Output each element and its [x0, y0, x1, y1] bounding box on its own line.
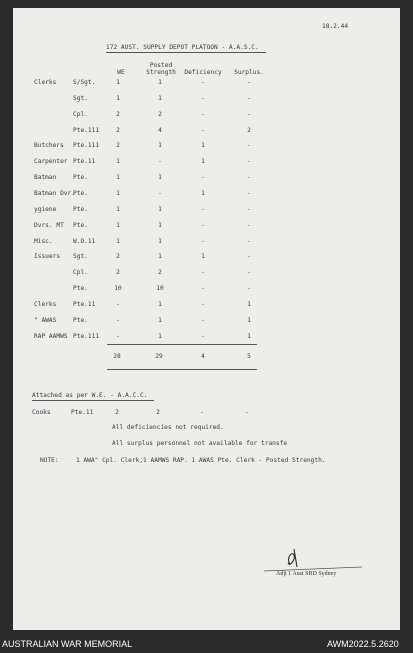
row-surplus: 2 [247, 126, 251, 134]
row-rank: W.O.11 [73, 237, 96, 245]
row-posted: 1 [158, 332, 162, 340]
row-rank: Pte.111 [73, 332, 100, 340]
row-we: - [116, 332, 120, 340]
row-role: Butchers [34, 142, 64, 150]
note-deficiencies: All deficiencies not required. [112, 424, 224, 431]
row-deficiency: - [201, 300, 205, 308]
row-role: " AWAS [34, 316, 57, 324]
row-surplus: - [247, 79, 251, 86]
row-role: Clerks [34, 79, 57, 86]
attached-role: Cooks [32, 409, 51, 416]
row-role: RAP AAMWS [34, 332, 68, 340]
row-deficiency: 1 [201, 189, 205, 197]
col-header-deficiency: Deficiency [184, 69, 222, 76]
row-role: Batman [34, 174, 57, 182]
total-surplus: 5 [247, 353, 251, 360]
row-deficiency: - [201, 221, 205, 229]
total-we: 28 [113, 353, 121, 360]
row-deficiency: - [201, 205, 205, 213]
row-surplus: - [247, 269, 251, 277]
row-surplus: 1 [247, 300, 251, 308]
row-surplus: 1 [247, 332, 251, 340]
note-text: 1 AWA" Cpl. Clerk,1 AAMWS RAP. 1 AWAS Pte. Clerk - Posted Strength. [76, 457, 326, 464]
row-role: Batman Dvr. [34, 189, 75, 197]
row-role: Misc. [34, 237, 53, 245]
row-role: Dvrs. MT [34, 221, 64, 229]
total-posted: 29 [155, 353, 163, 360]
row-deficiency: - [201, 332, 205, 340]
row-role: Clerks [34, 300, 57, 308]
attached-posted: 2 [156, 409, 160, 416]
row-surplus: - [247, 237, 251, 245]
footer-institution: AUSTRALIAN WAR MEMORIAL [2, 639, 133, 649]
row-posted: 4 [158, 126, 162, 134]
row-rank: Sgt. [73, 253, 88, 261]
col-header-posted-strength: Posted Strength [146, 62, 176, 77]
row-posted: 2 [158, 110, 162, 118]
row-posted: 2 [158, 269, 162, 277]
row-role: Issuers [34, 253, 61, 261]
row-posted: 1 [158, 205, 162, 213]
row-role: Carpenter [34, 158, 68, 166]
row-rank: Pte. [73, 205, 88, 213]
row-surplus: - [247, 253, 251, 261]
signature-caption: Adjt 1 Aust SRD Sydney [276, 571, 337, 577]
row-posted: 1 [158, 316, 162, 324]
row-deficiency: - [201, 269, 205, 277]
row-we: 1 [116, 174, 120, 182]
title-underline [106, 52, 266, 53]
row-rank: Pte. [73, 285, 88, 293]
row-we: 1 [116, 205, 120, 213]
row-deficiency: - [201, 94, 205, 102]
row-we: - [116, 300, 120, 308]
document-date: 18.2.44 [322, 23, 349, 30]
row-posted: 1 [158, 221, 162, 229]
row-surplus: - [247, 110, 251, 118]
footer-accession-number: AWM2022.5.2620 [327, 639, 399, 649]
row-rank: Cpl. [73, 110, 88, 118]
row-surplus: - [247, 189, 251, 197]
row-deficiency: - [201, 316, 205, 324]
row-we: - [116, 316, 120, 324]
row-we: 2 [116, 269, 120, 277]
col-header-surplus: Surplus. [234, 69, 264, 76]
row-deficiency: 1 [201, 253, 205, 261]
total-deficiency: 4 [201, 353, 205, 360]
row-we: 2 [116, 126, 120, 134]
attached-rank: Pte.11 [71, 409, 94, 416]
attached-underline [32, 400, 154, 401]
row-posted: 1 [158, 142, 162, 150]
row-we: 1 [116, 158, 120, 166]
attached-surplus: - [245, 409, 249, 416]
totals-rule-bottom [107, 369, 257, 370]
row-deficiency: - [201, 110, 205, 118]
row-surplus: 1 [247, 316, 251, 324]
row-rank: Pte. [73, 189, 88, 197]
row-we: 1 [116, 221, 120, 229]
row-role: ygiene [34, 205, 57, 213]
row-posted: 10 [156, 285, 164, 293]
row-deficiency: 1 [201, 142, 205, 150]
row-we: 1 [116, 79, 120, 86]
row-posted: 1 [158, 300, 162, 308]
row-posted: 1 [158, 94, 162, 102]
attached-we: 2 [115, 409, 119, 416]
row-surplus: - [247, 94, 251, 102]
row-rank: Pte. [73, 221, 88, 229]
row-surplus: - [247, 205, 251, 213]
row-posted: 1 [158, 237, 162, 245]
attached-deficiency: - [200, 409, 204, 416]
row-surplus: - [247, 174, 251, 182]
row-rank: Pte.11 [73, 300, 96, 308]
row-deficiency: - [201, 237, 205, 245]
row-rank: Pte.111 [73, 126, 100, 134]
row-surplus: - [247, 285, 251, 293]
row-posted: 1 [158, 253, 162, 261]
note-label: NOTE: [40, 457, 59, 464]
row-posted: - [158, 158, 162, 166]
row-we: 2 [116, 142, 120, 150]
row-rank: Pte. [73, 316, 88, 324]
row-posted: - [158, 189, 162, 197]
col-header-we: WE [117, 69, 125, 76]
document-title: 172 AUST. SUPPLY DEPOT PLATOON - A.A.S.C. [106, 44, 259, 51]
row-deficiency: - [201, 174, 205, 182]
totals-rule-top [107, 344, 257, 345]
row-rank: Pte. [73, 174, 88, 182]
row-surplus: - [247, 142, 251, 150]
row-deficiency: - [201, 126, 205, 134]
row-rank: Pte.111 [73, 142, 100, 150]
row-we: 1 [116, 237, 120, 245]
row-rank: Sgt. [73, 94, 88, 102]
row-posted: 1 [158, 174, 162, 182]
row-posted: 1 [158, 79, 162, 86]
row-rank: Pte.11 [73, 158, 96, 166]
row-we: 2 [116, 253, 120, 261]
row-rank: Cpl. [73, 269, 88, 277]
row-deficiency: - [201, 79, 205, 86]
row-we: 1 [116, 94, 120, 102]
row-we: 2 [116, 110, 120, 118]
note-surplus: All surplus personnel not available for transfe [112, 440, 288, 447]
attached-title: Attached as per W.E. - A.A.C.C. [32, 392, 148, 399]
row-surplus: - [247, 221, 251, 229]
row-we: 10 [114, 285, 122, 293]
row-deficiency: - [201, 285, 205, 293]
row-rank: S/Sgt. [73, 79, 96, 86]
row-surplus: - [247, 158, 251, 166]
row-we: 1 [116, 189, 120, 197]
row-deficiency: 1 [201, 158, 205, 166]
